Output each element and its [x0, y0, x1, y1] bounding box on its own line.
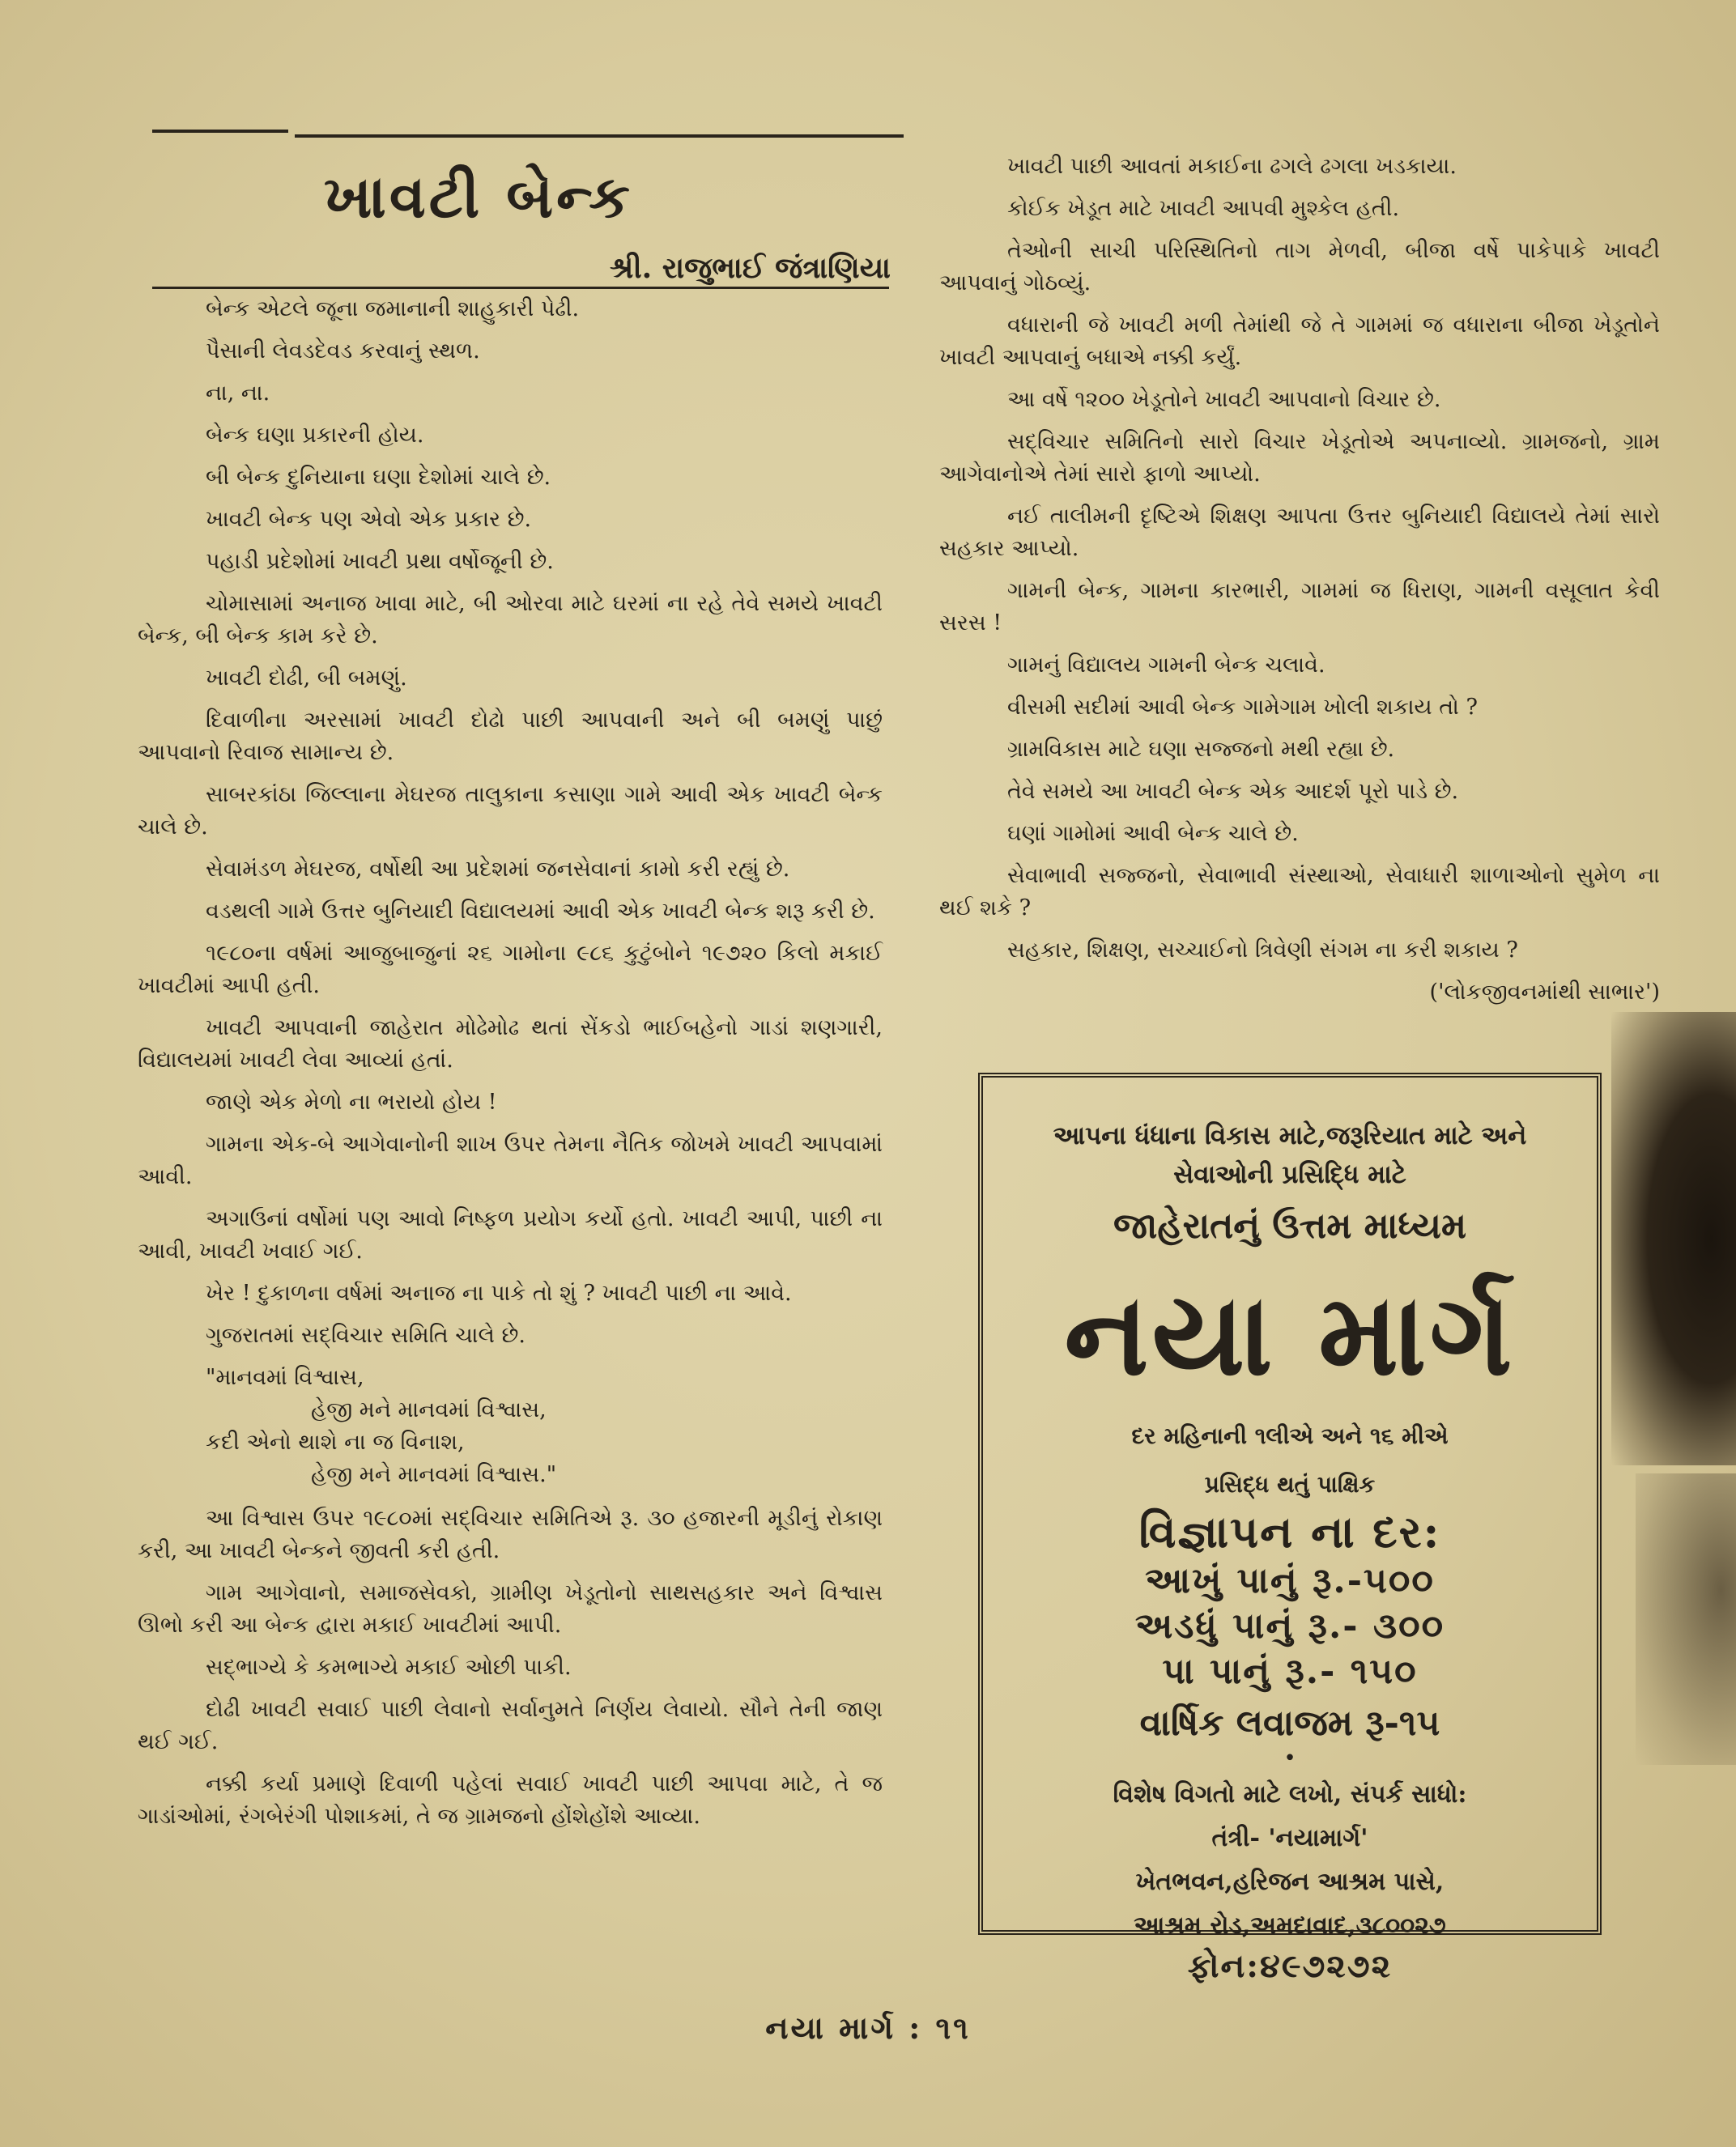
ad-brand: નયા માર્ગ	[1064, 1269, 1516, 1401]
article-paragraph: કોઈક ખેડૂત માટે ખાવટી આપવી મુશ્કેલ હતી.	[1007, 196, 1400, 221]
article-paragraph: ગામના એક-બે આગેવાનોની શાખ ઉપર તેમના નૈતિક જોખમે ખાવટી આપવામાં આવી.	[138, 1132, 883, 1189]
poem-line: હેજી મને માનવમાં વિશ્વાસ,	[311, 1397, 547, 1422]
source-credit: ('લોકજીવનમાંથી સાભાર')	[1429, 980, 1660, 1005]
article-paragraph: ખાવટી બેન્ક પણ એવો એક પ્રકાર છે.	[206, 507, 532, 532]
article-paragraph: તેઓની સાચી પરિસ્થિતિનો તાગ મેળવી, બીજા વર્ષે પાકેપાકે ખાવટી આપવાનું ગોઠવ્યું.	[939, 238, 1660, 295]
left-column	[138, 293, 883, 1843]
article-paragraph: વધારાની જે ખાવટી મળી તેમાંથી જે તે ગામમાં જ વધારાના બીજા ખેડૂતોને ખાવટી આપવાનું બધાએ નક્કી કર્યું.	[939, 312, 1660, 370]
article-paragraph: ખાવટી દોઢી, બી બમણું.	[206, 665, 407, 691]
ad-rates-title: વિજ્ઞાપન ના દર:	[1138, 1506, 1441, 1558]
poem	[206, 1362, 883, 1491]
ad-contact-line: ખેતભવન,હરિજન આશ્રમ પાસે,	[1135, 1868, 1445, 1896]
author-rule	[152, 287, 889, 289]
ad-frequency-line: પ્રસિદ્ધ થતું પાક્ષિક	[1204, 1471, 1376, 1498]
poem-line: કદી એનો થાશે ના જ વિનાશ,	[206, 1430, 465, 1455]
page-damage-stain	[1611, 1012, 1736, 1465]
article-paragraph: સદ્‌વિચાર સમિતિનો સારો વિચાર ખેડૂતોએ અપનાવ્યો. ગ્રામજનો, ગ્રામ આગેવાનોએ તેમાં સારો ફાળો આપ્યો.	[939, 429, 1660, 487]
article-paragraph: સહકાર, શિક્ષણ, સચ્ચાઈનો ત્રિવેણી સંગમ ના કરી શકાય ?	[1007, 937, 1518, 963]
article-paragraph: વીસમી સદીમાં આવી બેન્ક ગામેગામ ખોલી શકાય તો ?	[1007, 695, 1478, 720]
page-footer: નયા માર્ગ : ૧૧	[765, 2009, 971, 2046]
article-paragraph: ગામનું વિદ્યાલય ગામની બેન્ક ચલાવે.	[1007, 653, 1325, 678]
left-paragraphs-after-poem	[138, 1503, 883, 1833]
article-paragraph: નક્કી કર્યા પ્રમાણે દિવાળી પહેલાં સવાઈ ખાવટી પાછી આપવા માટે, તે જ ગાડાંઓમાં, રંગબેરંગી પોશાકમાં, તે જ ગ્રામજનો હોંશેહોંશે આવ્યા.	[138, 1771, 883, 1829]
ad-rate: આખું પાનું રૂ.-૫૦૦	[1145, 1560, 1435, 1601]
article-paragraph: બેન્ક એટલે જૂના જમાનાની શાહુકારી પેઢી.	[206, 296, 580, 321]
article-paragraph: ખાવટી પાછી આવતાં મકાઈના ઢગલે ઢગલા ખડકાયા.	[1007, 154, 1457, 179]
header-rule-long	[295, 134, 904, 138]
article-paragraph: ૧૯૮૦ના વર્ષમાં આજુબાજુનાં ૨૬ ગામોના ૯૮૬ કુટુંબોને ૧૯૭૨૦ કિલો મકાઈ ખાવટીમાં આપી હતી.	[138, 941, 883, 998]
page-damage-shadow	[1636, 1473, 1736, 1765]
advertisement-box	[978, 1073, 1602, 1985]
ad-medium: જાહેરાતનું ઉત્તમ માધ્યમ	[1113, 1205, 1467, 1247]
left-paragraphs	[138, 293, 883, 1352]
article-paragraph: વડથલી ગામે ઉત્તર બુનિયાદી વિદ્યાલયમાં આવી એક ખાવટી બેન્ક શરૂ કરી છે.	[206, 899, 875, 924]
article-paragraph: પૈસાની લેવડદેવડ કરવાનું સ્થળ.	[206, 338, 480, 364]
ad-rate: અડધું પાનું રૂ.- ૩૦૦	[1134, 1605, 1445, 1647]
article-paragraph: ખાવટી આપવાની જાહેરાત મોઢેમોઢ થતાં સેંકડો ભાઈબહેનો ગાડાં શણગારી, વિદ્યાલયમાં ખાવટી લેવા આવ્યાં હતાં.	[138, 1015, 883, 1073]
article-paragraph: ગુજરાતમાં સદ્‌વિચાર સમિતિ ચાલે છે.	[206, 1323, 525, 1348]
ad-phone: ફોન:૪૯૭૨૭૨	[1187, 1947, 1393, 1985]
ad-contact-line: આશ્રમ રોડ,અમદાવાદ,૩૮૦૦૨૭	[1134, 1911, 1446, 1940]
article-paragraph: ઘણાં ગામોમાં આવી બેન્ક ચાલે છે.	[1007, 821, 1299, 846]
article-paragraph: દોઢી ખાવટી સવાઈ પાછી લેવાનો સર્વાનુમતે નિર્ણય લેવાયો. સૌને તેની જાણ થઈ ગઈ.	[138, 1697, 883, 1754]
article-paragraph: સેવામંડળ મેઘરજ, વર્ષોથી આ પ્રદેશમાં જનસેવાનાં કામો કરી રહ્યું છે.	[206, 857, 790, 882]
article-paragraph: અગાઉનાં વર્ષોમાં પણ આવો નિષ્ફળ પ્રયોગ કર્યો હતો. ખાવટી આપી, પાછી ના આવી, ખાવટી ખવાઈ ગઈ.	[138, 1206, 883, 1264]
ad-rate: પા પાનું રૂ.- ૧૫૦	[1162, 1651, 1418, 1692]
poem-line: "માનવમાં વિશ્વાસ,	[206, 1365, 364, 1390]
article-paragraph: બી બેન્ક દુનિયાના ઘણા દેશોમાં ચાલે છે.	[206, 465, 551, 490]
article-author: શ્રી. રાજુભાઈ જંત્રાણિયા	[610, 251, 891, 285]
article-paragraph: બેન્ક ઘણા પ્રકારની હોય.	[206, 423, 424, 448]
article-paragraph: આ વર્ષે ૧૨૦૦ ખેડૂતોને ખાવટી આપવાનો વિચાર છે.	[1007, 387, 1441, 412]
ad-contact-line: વિશેષ વિગતો માટે લખો, સંપર્ક સાધો:	[1113, 1780, 1467, 1809]
article-paragraph: ચોમાસામાં અનાજ ખાવા માટે, બી ઓરવા માટે ઘરમાં ના રહે તેવે સમયે ખાવટી બેન્ક, બી બેન્ક કામ કરે છે.	[138, 591, 883, 648]
article-paragraph: ના, ના.	[206, 381, 270, 406]
article-title: ખાવટી બેન્ક	[324, 162, 633, 231]
article-paragraph: પહાડી પ્રદેશોમાં ખાવટી પ્રથા વર્ષોજૂની છે.	[206, 549, 554, 574]
ad-contact-line: તંત્રી- 'નયામાર્ગ'	[1211, 1824, 1368, 1852]
ad-subscription: વાર્ષિક લવાજમ રૂ-૧૫	[1139, 1703, 1440, 1744]
article-paragraph: સાબરકાંઠા જિલ્લાના મેઘરજ તાલુકાના કસાણા ગામે આવી એક ખાવટી બેન્ક ચાલે છે.	[138, 782, 883, 840]
article-paragraph: આ વિશ્વાસ ઉપર ૧૯૮૦માં સદ્‌વિચાર સમિતિએ રૂ. ૩૦ હજારની મૂડીનું રોકાણ કરી, આ ખાવટી બેન્કને જીવતી કરી હતી.	[138, 1506, 883, 1563]
header-rule-short	[152, 130, 288, 133]
article-paragraph: નઈ તાલીમની દૃષ્ટિએ શિક્ષણ આપતા ઉત્તર બુનિયાદી વિદ્યાલયે તેમાં સારો સહકાર આપ્યો.	[939, 504, 1660, 561]
article-paragraph: જાણે એક મેળો ના ભરાયો હોય !	[206, 1090, 497, 1115]
ad-headline-line: સેવાઓની પ્રસિદ્ધિ માટે	[1173, 1160, 1406, 1189]
article-paragraph: દિવાળીના અરસામાં ખાવટી દોઢો પાછી આપવાની અને બી બમણું પાછું આપવાનો રિવાજ સામાન્ય છે.	[138, 708, 883, 765]
poem-line: હેજી મને માનવમાં વિશ્વાસ."	[311, 1462, 557, 1487]
right-column	[939, 151, 1660, 1009]
article-paragraph: ગામની બેન્ક, ગામના કારભારી, ગામમાં જ ધિરાણ, ગામની વસૂલાત કેવી સરસ !	[939, 578, 1660, 636]
article-paragraph: ગ્રામવિકાસ માટે ઘણા સજ્જનો મથી રહ્યા છે.	[1007, 737, 1395, 762]
ad-headline-line: આપના ધંધાના વિકાસ માટે,જરૂરિયાત માટે અને	[1053, 1121, 1527, 1150]
article-paragraph: સદ્‌ભાગ્યે કે કમભાગ્યે મકાઈ ઓછી પાકી.	[206, 1655, 572, 1680]
article-paragraph: ગામ આગેવાનો, સમાજસેવકો, ગ્રામીણ ખેડૂતોનો સાથસહકાર અને વિશ્વાસ ઊભો કરી આ બેન્ક દ્વારા મકાઈ ખાવટીમાં આપી.	[138, 1580, 883, 1638]
right-paragraphs	[939, 151, 1660, 967]
ad-frequency-line: દર મહિનાની ૧લીએ અને ૧૬ મીએ	[1131, 1422, 1449, 1449]
article-paragraph: ખેર ! દુકાળના વર્ષમાં અનાજ ના પાકે તો શું ? ખાવટી પાછી ના આવે.	[206, 1281, 792, 1306]
article-paragraph: તેવે સમયે આ ખાવટી બેન્ક એક આદર્શ પૂરો પાડે છે.	[1007, 779, 1459, 804]
ad-bullet-dot: •	[1283, 1746, 1296, 1771]
article-paragraph: સેવાભાવી સજ્જનો, સેવાભાવી સંસ્થાઓ, સેવાધારી શાળાઓનો સુમેળ ના થઈ શકે ?	[939, 863, 1660, 920]
